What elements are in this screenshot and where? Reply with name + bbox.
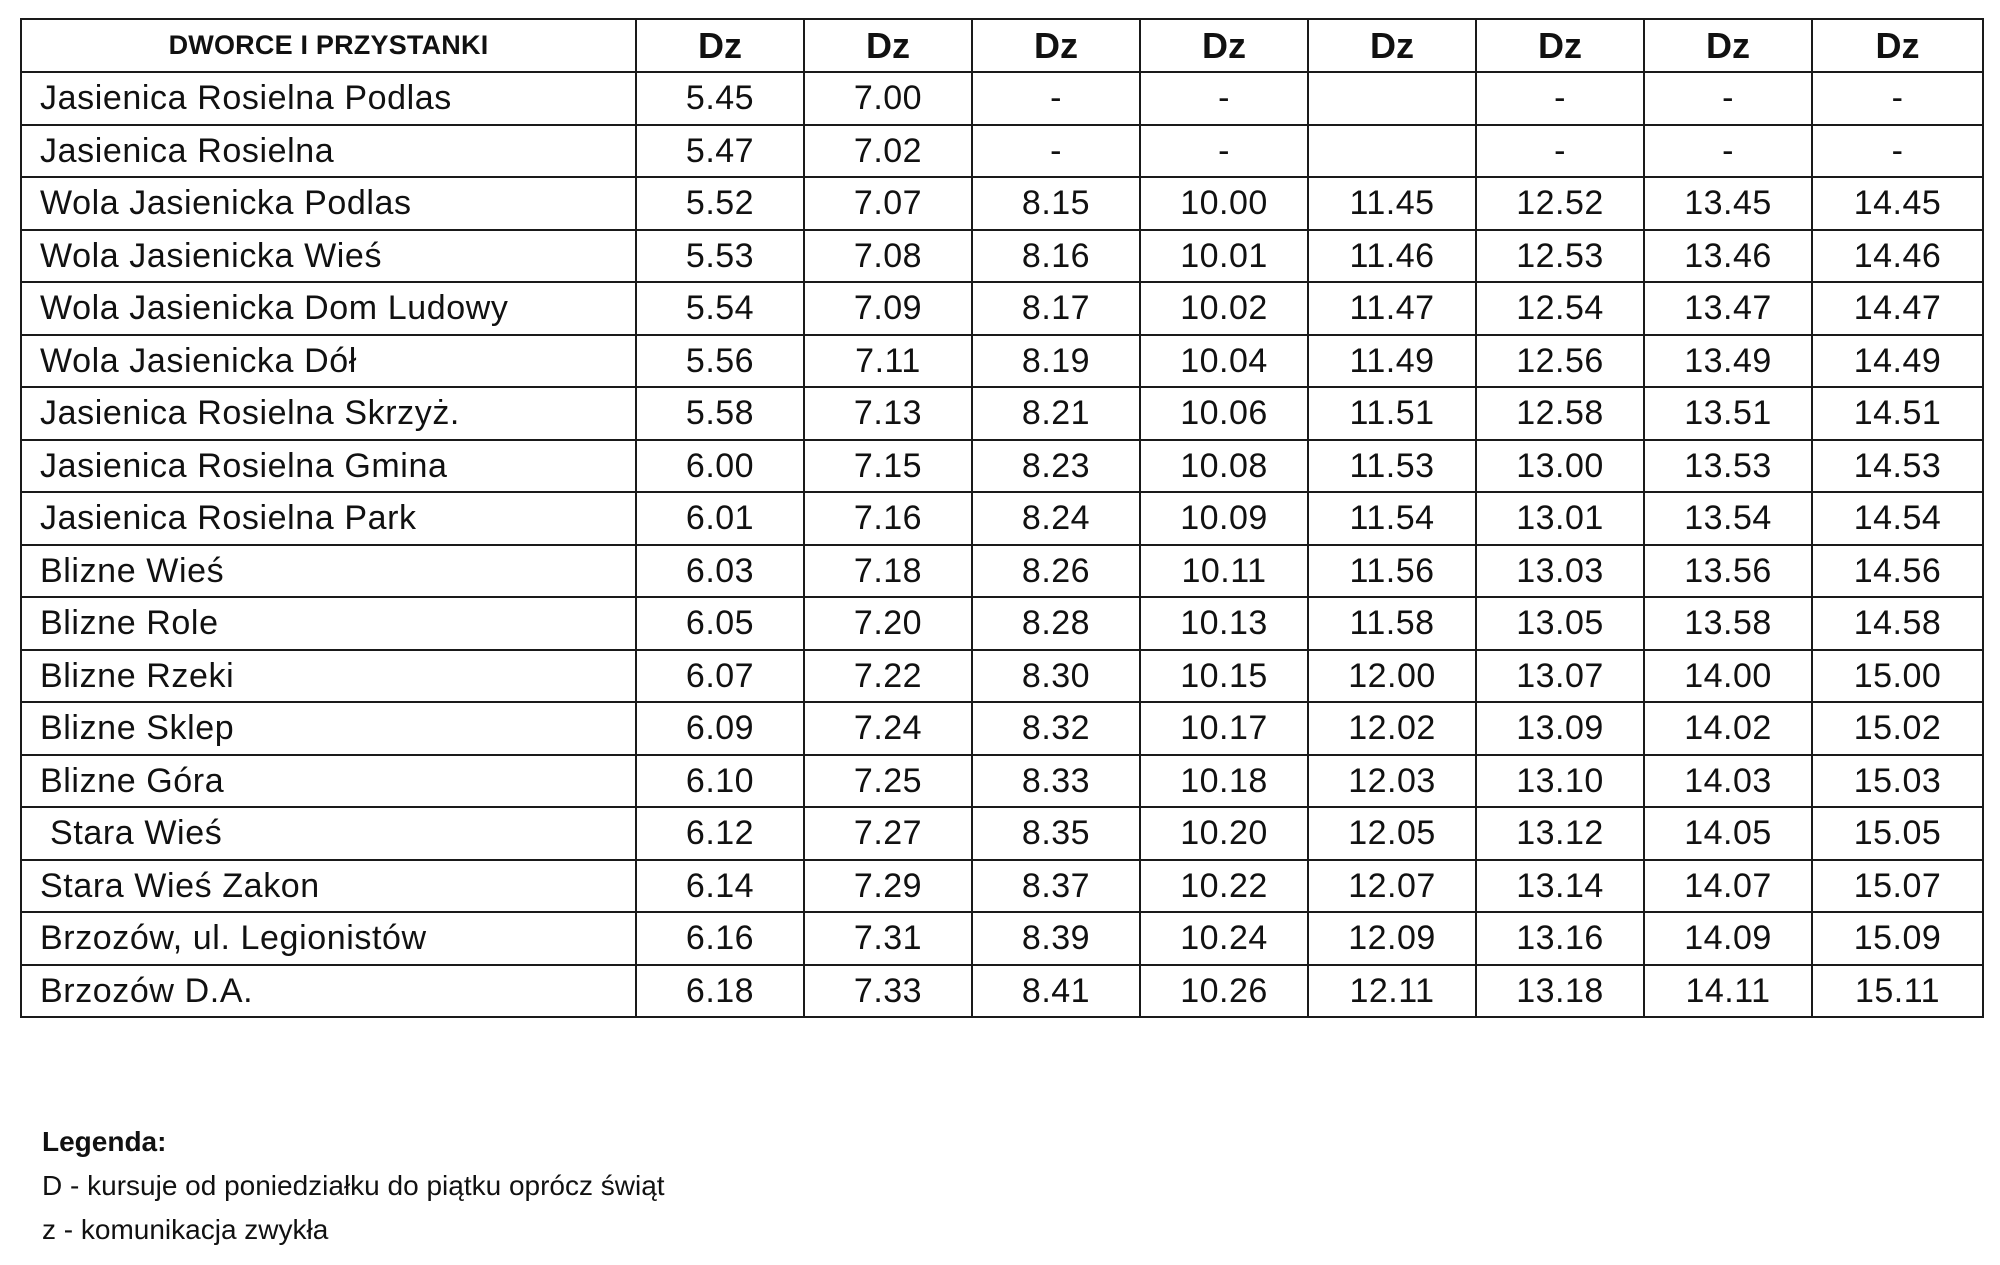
legend-separator: - xyxy=(62,1170,88,1201)
table-row xyxy=(21,125,1983,178)
departure-time: 11.53 xyxy=(1308,440,1476,493)
stop-name: Blizne Sklep xyxy=(21,702,636,755)
departure-time: 10.00 xyxy=(1140,177,1308,230)
stop-name: Jasienica Rosielna Gmina xyxy=(21,440,636,493)
departure-time: 11.56 xyxy=(1308,545,1476,598)
legend-item xyxy=(42,1164,665,1208)
stop-name: Blizne Role xyxy=(21,597,636,650)
departure-time: 7.31 xyxy=(804,912,972,965)
departure-time: 5.56 xyxy=(636,335,804,388)
departure-time: 7.18 xyxy=(804,545,972,598)
departure-time: 10.11 xyxy=(1140,545,1308,598)
departure-time: 8.16 xyxy=(972,230,1140,283)
departure-time: 12.11 xyxy=(1308,965,1476,1018)
departure-time: 11.46 xyxy=(1308,230,1476,283)
departure-time: 14.07 xyxy=(1644,860,1812,913)
table-row xyxy=(21,807,1983,860)
departure-time: 12.00 xyxy=(1308,650,1476,703)
legend-description: kursuje od poniedziałku do piątku oprócz świąt xyxy=(87,1170,665,1201)
course-header: Dz xyxy=(1140,19,1308,72)
course-header: Dz xyxy=(636,19,804,72)
departure-time: - xyxy=(972,72,1140,125)
departure-time: 6.00 xyxy=(636,440,804,493)
departure-time: 7.15 xyxy=(804,440,972,493)
stop-name: Wola Jasienicka Dół xyxy=(21,335,636,388)
departure-time: 5.54 xyxy=(636,282,804,335)
course-header: Dz xyxy=(1476,19,1644,72)
departure-time: 15.09 xyxy=(1812,912,1983,965)
departure-time: 5.53 xyxy=(636,230,804,283)
departure-time: 13.54 xyxy=(1644,492,1812,545)
departure-time: 7.09 xyxy=(804,282,972,335)
stop-name: Stara Wieś Zakon xyxy=(21,860,636,913)
departure-time: 15.07 xyxy=(1812,860,1983,913)
departure-time: 7.07 xyxy=(804,177,972,230)
departure-time: 14.03 xyxy=(1644,755,1812,808)
stop-name: Wola Jasienicka Dom Ludowy xyxy=(21,282,636,335)
table-row xyxy=(21,440,1983,493)
departure-time: 13.03 xyxy=(1476,545,1644,598)
departure-time: 8.41 xyxy=(972,965,1140,1018)
stop-name: Jasienica Rosielna Park xyxy=(21,492,636,545)
departure-time: 14.58 xyxy=(1812,597,1983,650)
departure-time: 14.09 xyxy=(1644,912,1812,965)
departure-time: 5.47 xyxy=(636,125,804,178)
legend-title: Legenda: xyxy=(42,1126,167,1157)
departure-time: 13.51 xyxy=(1644,387,1812,440)
departure-time: 10.18 xyxy=(1140,755,1308,808)
departure-time: 10.20 xyxy=(1140,807,1308,860)
departure-time: 10.01 xyxy=(1140,230,1308,283)
departure-time: 7.02 xyxy=(804,125,972,178)
departure-time xyxy=(1308,72,1476,125)
legend-item xyxy=(42,1208,665,1252)
departure-time: 8.17 xyxy=(972,282,1140,335)
departure-time: 13.46 xyxy=(1644,230,1812,283)
departure-time: 14.05 xyxy=(1644,807,1812,860)
departure-time: 11.51 xyxy=(1308,387,1476,440)
departure-time: 11.47 xyxy=(1308,282,1476,335)
departure-time: 12.56 xyxy=(1476,335,1644,388)
departure-time: 14.11 xyxy=(1644,965,1812,1018)
stop-name: Brzozów, ul. Legionistów xyxy=(21,912,636,965)
departure-time: 14.53 xyxy=(1812,440,1983,493)
departure-time: 15.00 xyxy=(1812,650,1983,703)
departure-time: 13.05 xyxy=(1476,597,1644,650)
table-row xyxy=(21,72,1983,125)
departure-time: 13.18 xyxy=(1476,965,1644,1018)
stop-name: Blizne Wieś xyxy=(21,545,636,598)
departure-time: 7.11 xyxy=(804,335,972,388)
legend-separator: - xyxy=(56,1214,81,1245)
course-header: Dz xyxy=(804,19,972,72)
departure-time: 10.06 xyxy=(1140,387,1308,440)
departure-time: 7.16 xyxy=(804,492,972,545)
departure-time: 11.54 xyxy=(1308,492,1476,545)
table-row xyxy=(21,335,1983,388)
departure-time: 10.04 xyxy=(1140,335,1308,388)
departure-time: 10.02 xyxy=(1140,282,1308,335)
departure-time: 11.45 xyxy=(1308,177,1476,230)
departure-time: 14.45 xyxy=(1812,177,1983,230)
table-row xyxy=(21,965,1983,1018)
departure-time: 12.05 xyxy=(1308,807,1476,860)
departure-time: - xyxy=(972,125,1140,178)
departure-time: 7.27 xyxy=(804,807,972,860)
departure-time: 12.54 xyxy=(1476,282,1644,335)
table-row xyxy=(21,230,1983,283)
departure-time: - xyxy=(1812,125,1983,178)
table-row xyxy=(21,177,1983,230)
departure-time: 13.14 xyxy=(1476,860,1644,913)
departure-time: 8.32 xyxy=(972,702,1140,755)
departure-time: 6.16 xyxy=(636,912,804,965)
stop-name: Brzozów D.A. xyxy=(21,965,636,1018)
departure-time: 15.05 xyxy=(1812,807,1983,860)
departure-time: 6.05 xyxy=(636,597,804,650)
table-row xyxy=(21,702,1983,755)
departure-time: 6.07 xyxy=(636,650,804,703)
departure-time: 8.39 xyxy=(972,912,1140,965)
departure-time: 13.47 xyxy=(1644,282,1812,335)
stops-column-header: DWORCE I PRZYSTANKI xyxy=(21,19,636,72)
departure-time: 5.52 xyxy=(636,177,804,230)
departure-time: 13.56 xyxy=(1644,545,1812,598)
stop-name: Blizne Góra xyxy=(21,755,636,808)
departure-time: 6.03 xyxy=(636,545,804,598)
departure-time xyxy=(1308,125,1476,178)
stop-name: Jasienica Rosielna xyxy=(21,125,636,178)
table-row xyxy=(21,387,1983,440)
departure-time: 6.12 xyxy=(636,807,804,860)
departure-time: 14.56 xyxy=(1812,545,1983,598)
departure-time: 7.13 xyxy=(804,387,972,440)
legend-description: komunikacja zwykła xyxy=(80,1214,329,1245)
departure-time: 13.53 xyxy=(1644,440,1812,493)
departure-time: 5.45 xyxy=(636,72,804,125)
departure-time: 14.46 xyxy=(1812,230,1983,283)
departure-time: 8.30 xyxy=(972,650,1140,703)
departure-time: 8.26 xyxy=(972,545,1140,598)
course-header: Dz xyxy=(1308,19,1476,72)
timetable-body xyxy=(21,72,1983,1017)
departure-time: 12.02 xyxy=(1308,702,1476,755)
departure-time: 12.07 xyxy=(1308,860,1476,913)
departure-time: 11.49 xyxy=(1308,335,1476,388)
departure-time: - xyxy=(1644,72,1812,125)
departure-time: 12.53 xyxy=(1476,230,1644,283)
departure-time: 8.21 xyxy=(972,387,1140,440)
departure-time: 13.12 xyxy=(1476,807,1644,860)
stop-name: Wola Jasienicka Wieś xyxy=(21,230,636,283)
departure-time: 8.28 xyxy=(972,597,1140,650)
departure-time: 11.58 xyxy=(1308,597,1476,650)
departure-time: 13.09 xyxy=(1476,702,1644,755)
stop-name: Jasienica Rosielna Skrzyż. xyxy=(21,387,636,440)
departure-time: 8.35 xyxy=(972,807,1140,860)
departure-time: 5.58 xyxy=(636,387,804,440)
table-row xyxy=(21,492,1983,545)
departure-time: - xyxy=(1140,125,1308,178)
legend-code: D xyxy=(42,1170,63,1201)
departure-time: 7.29 xyxy=(804,860,972,913)
departure-time: 6.10 xyxy=(636,755,804,808)
departure-time: 10.17 xyxy=(1140,702,1308,755)
table-row xyxy=(21,650,1983,703)
stop-name: Jasienica Rosielna Podlas xyxy=(21,72,636,125)
departure-time: 13.16 xyxy=(1476,912,1644,965)
departure-time: 8.19 xyxy=(972,335,1140,388)
departure-time: 15.02 xyxy=(1812,702,1983,755)
course-header: Dz xyxy=(972,19,1140,72)
departure-time: 6.09 xyxy=(636,702,804,755)
departure-time: - xyxy=(1476,125,1644,178)
departure-time: 13.01 xyxy=(1476,492,1644,545)
stop-name: Wola Jasienicka Podlas xyxy=(21,177,636,230)
departure-time: 10.13 xyxy=(1140,597,1308,650)
departure-time: 13.58 xyxy=(1644,597,1812,650)
departure-time: - xyxy=(1644,125,1812,178)
departure-time: 10.15 xyxy=(1140,650,1308,703)
departure-time: 12.09 xyxy=(1308,912,1476,965)
departure-time: 13.49 xyxy=(1644,335,1812,388)
departure-time: 8.23 xyxy=(972,440,1140,493)
departure-time: 7.08 xyxy=(804,230,972,283)
departure-time: 6.01 xyxy=(636,492,804,545)
departure-time: 8.24 xyxy=(972,492,1140,545)
departure-time: 14.54 xyxy=(1812,492,1983,545)
table-row xyxy=(21,860,1983,913)
table-row xyxy=(21,597,1983,650)
departure-time: 14.00 xyxy=(1644,650,1812,703)
departure-time: 10.22 xyxy=(1140,860,1308,913)
departure-time: 10.26 xyxy=(1140,965,1308,1018)
departure-time: 14.47 xyxy=(1812,282,1983,335)
departure-time: 13.45 xyxy=(1644,177,1812,230)
table-row xyxy=(21,755,1983,808)
departure-time: 13.00 xyxy=(1476,440,1644,493)
departure-time: 8.37 xyxy=(972,860,1140,913)
course-header: Dz xyxy=(1812,19,1983,72)
departure-time: 7.00 xyxy=(804,72,972,125)
course-header: Dz xyxy=(1644,19,1812,72)
departure-time: 7.25 xyxy=(804,755,972,808)
departure-time: 15.11 xyxy=(1812,965,1983,1018)
departure-time: 7.33 xyxy=(804,965,972,1018)
departure-time: 15.03 xyxy=(1812,755,1983,808)
legend xyxy=(42,1120,665,1252)
departure-time: 8.33 xyxy=(972,755,1140,808)
departure-time: 10.09 xyxy=(1140,492,1308,545)
table-row xyxy=(21,912,1983,965)
departure-time: 12.52 xyxy=(1476,177,1644,230)
stop-name: Stara Wieś xyxy=(21,807,636,860)
departure-time: 10.24 xyxy=(1140,912,1308,965)
departure-time: 6.18 xyxy=(636,965,804,1018)
departure-time: 7.22 xyxy=(804,650,972,703)
header-row xyxy=(21,19,1983,72)
stop-name: Blizne Rzeki xyxy=(21,650,636,703)
departure-time: 7.20 xyxy=(804,597,972,650)
departure-time: 7.24 xyxy=(804,702,972,755)
departure-time: 8.15 xyxy=(972,177,1140,230)
departure-time: 14.49 xyxy=(1812,335,1983,388)
departure-time: 6.14 xyxy=(636,860,804,913)
table-row xyxy=(21,545,1983,598)
departure-time: - xyxy=(1476,72,1644,125)
departure-time: - xyxy=(1140,72,1308,125)
legend-code: z xyxy=(42,1214,56,1245)
timetable xyxy=(20,18,1984,1018)
departure-time: 13.07 xyxy=(1476,650,1644,703)
table-row xyxy=(21,282,1983,335)
departure-time: 14.02 xyxy=(1644,702,1812,755)
departure-time: 10.08 xyxy=(1140,440,1308,493)
departure-time: 14.51 xyxy=(1812,387,1983,440)
departure-time: 12.03 xyxy=(1308,755,1476,808)
departure-time: - xyxy=(1812,72,1983,125)
departure-time: 12.58 xyxy=(1476,387,1644,440)
departure-time: 13.10 xyxy=(1476,755,1644,808)
